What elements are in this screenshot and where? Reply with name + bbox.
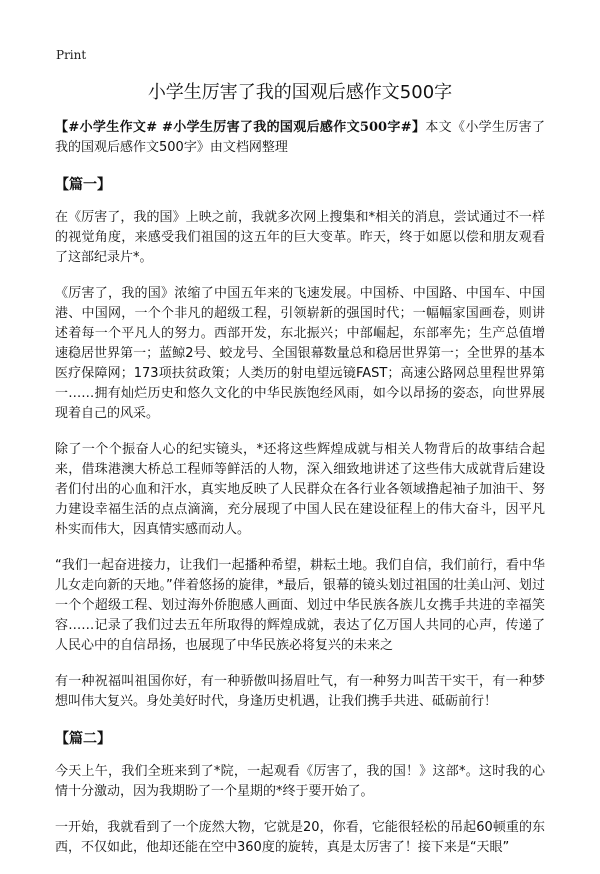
paragraph: 除了一个个振奋人心的纪实镜头，*还将这些辉煌成就与相关人物背后的故事结合起来，借珠港澳大桥总工程师等鲜活的人物，深入细致地讲述了这些伟大成就背后建设者们付出的心血和汗水，真实地反映了人民群众在各行业各领域撸起袖子加油干、努力建设幸福生活的点点滴滴，充分展现了中国人民在建设征程上的伟大奋斗，因平凡朴实而伟大，因真情实感而动人。 [55,442,545,537]
paragraph: “我们一起奋进接力，让我们一起播种希望，耕耘土地。我们自信，我们前行，看中华儿女走向新的天地。”伴着悠扬的旋律，*最后，银幕的镜头划过祖国的壮美山河、划过一个个超级工程、划过海外侨胞感人画面、划过中华民族各族儿女携手共进的幸福笑容……记录了我们过去五年所取得的辉煌成就，表达了亿万国人共同的心声，传递了人民心中的自信昂扬，也展现了中华民族必将复兴的未来之 [55,558,545,653]
lead-text: 本文《小学生厉害了我的国观后感作文500字》由文档网整理 [55,120,545,155]
article-title: 小学生厉害了我的国观后感作文500字 [147,82,453,103]
article-lead [55,118,545,158]
paragraph: 今天上午，我们全班来到了*院，一起观看《厉害了，我的国！》这部*。这时我的心情十分激动，因为我期盼了一个星期的*终于要开始了。 [55,764,545,799]
paragraph: 在《厉害了，我的国》上映之前，我就多次网上搜集和*相关的消息，尝试通过不一样的视觉角度，来感受我们祖国的这五年的巨大变革。昨天，终于如愿以偿和朋友观看了这部纪录片*。 [55,210,545,265]
lead-tags: 【#小学生作文# #小学生厉害了我的国观后感作文500字#】 [55,120,426,135]
article-body [55,118,545,874]
paragraph: 《厉害了，我的国》浓缩了中国五年来的飞速发展。中国桥、中国路、中国车、中国港、中国网，一个个非凡的超级工程，引领崭新的强国时代；一幅幅家国画卷，则讲述着每一个平凡人的努力。西部开发，东北振兴；中部崛起，东部率先；生产总值增速稳居世界第一；蓝鲸2号、蛟龙号、全国银幕数量总和稳居世界第一；全世界的基本医疗保障网；173项扶贫政策；人类历的射电望远镜FAST；高速公路网总里程世界第一……拥有灿烂历史和悠久文化的中华民族饱经风雨，如今以昂扬的姿态，向世界展现着自己的风采。 [55,286,545,421]
section-heading-2: 【篇二】 [55,731,111,747]
section-heading-1: 【篇一】 [55,177,111,193]
print-link[interactable]: Print [56,48,87,62]
paragraph: 一开始，我就看到了一个庞然大物，它就是20，你看，它能很轻松的吊起60顿重的东西，不仅如此，他却还能在空中360度的旋转，真是太厉害了！接下来是“天眼” [55,820,545,855]
paragraph: 有一种祝福叫祖国你好，有一种骄傲叫扬眉吐气，有一种努力叫苦干实干，有一种梦想叫伟大复兴。身处美好时代，身逢历史机遇，让我们携手共进、砥砺前行！ [55,674,545,709]
